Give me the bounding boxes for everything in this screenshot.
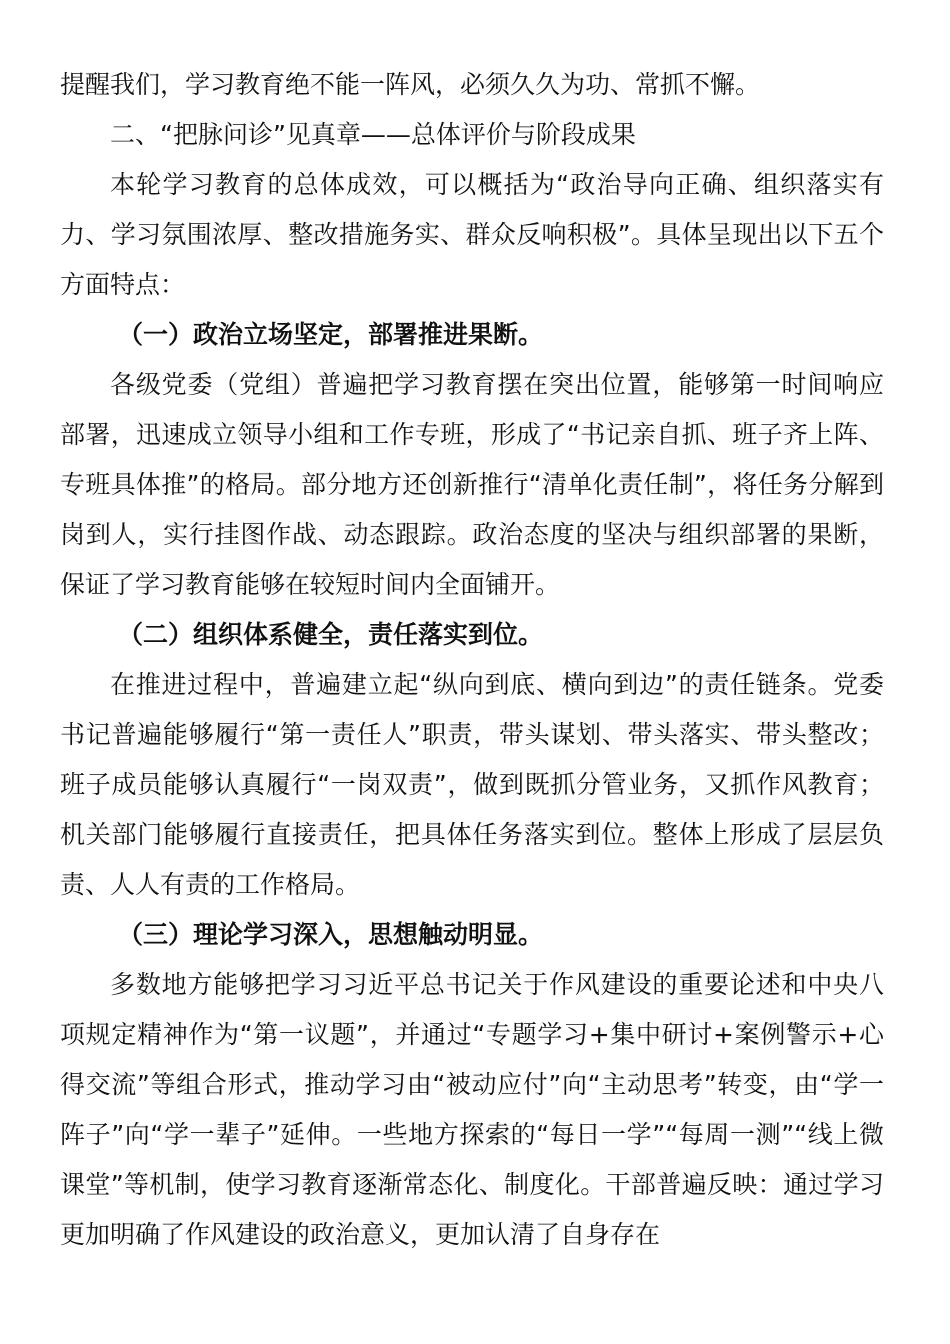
paragraph: 多数地方能够把学习习近平总书记关于作风建设的重要论述和中央八项规定精神作为“第一议题”，并通过“专题学习+集中研讨+案例警示+心得交流”等组合形式，推动学习由“被动应付”向“主动思考”转变，由“学一阵子”向“学一辈子”延伸。一些地方探索的“每日一学”“每周一测”“线上微课堂”等机制，使学习教育逐渐常态化、制度化。干部普遍反映：通过学习更加明确了作风建设的政治意义，更加认清了自身存在 <box>60 970 884 1249</box>
paragraph: 各级党委（党组）普遍把学习教育摆在突出位置，能够第一时间响应部署，迅速成立领导小组和工作专班，形成了“书记亲自抓、班子齐上阵、专班具体推”的格局。部分地方还创新推行“清单化责任制”，将任务分解到岗到人，实行挂图作战、动态跟踪。政治态度的坚决与组织部署的果断，保证了学习教育能够在较短时间内全面铺开。 <box>60 370 884 599</box>
section-heading: 二、“把脉问诊”见真章——总体评价与阶段成果 <box>110 120 636 149</box>
paragraph: 本轮学习教育的总体成效，可以概括为“政治导向正确、组织落实有力、学习氛围浓厚、整改措施务实、群众反响积极”。具体呈现出以下五个方面特点： <box>60 170 884 299</box>
subsection-heading: （三）理论学习深入，思想触动明显。 <box>118 920 544 949</box>
subsection-heading: （二）组织体系健全，责任落实到位。 <box>118 620 544 649</box>
paragraph-continued: 提醒我们，学习教育绝不能一阵风，必须久久为功、常抓不懈。 <box>60 70 761 99</box>
subsection-heading: （一）政治立场坚定，部署推进果断。 <box>118 320 544 349</box>
paragraph: 在推进过程中，普遍建立起“纵向到底、横向到边”的责任链条。党委书记普遍能够履行“第一责任人”职责，带头谋划、带头落实、带头整改；班子成员能够认真履行“一岗双责”，做到既抓分管业务，又抓作风教育；机关部门能够履行直接责任，把具体任务落实到位。整体上形成了层层负责、人人有责的工作格局。 <box>60 670 884 899</box>
